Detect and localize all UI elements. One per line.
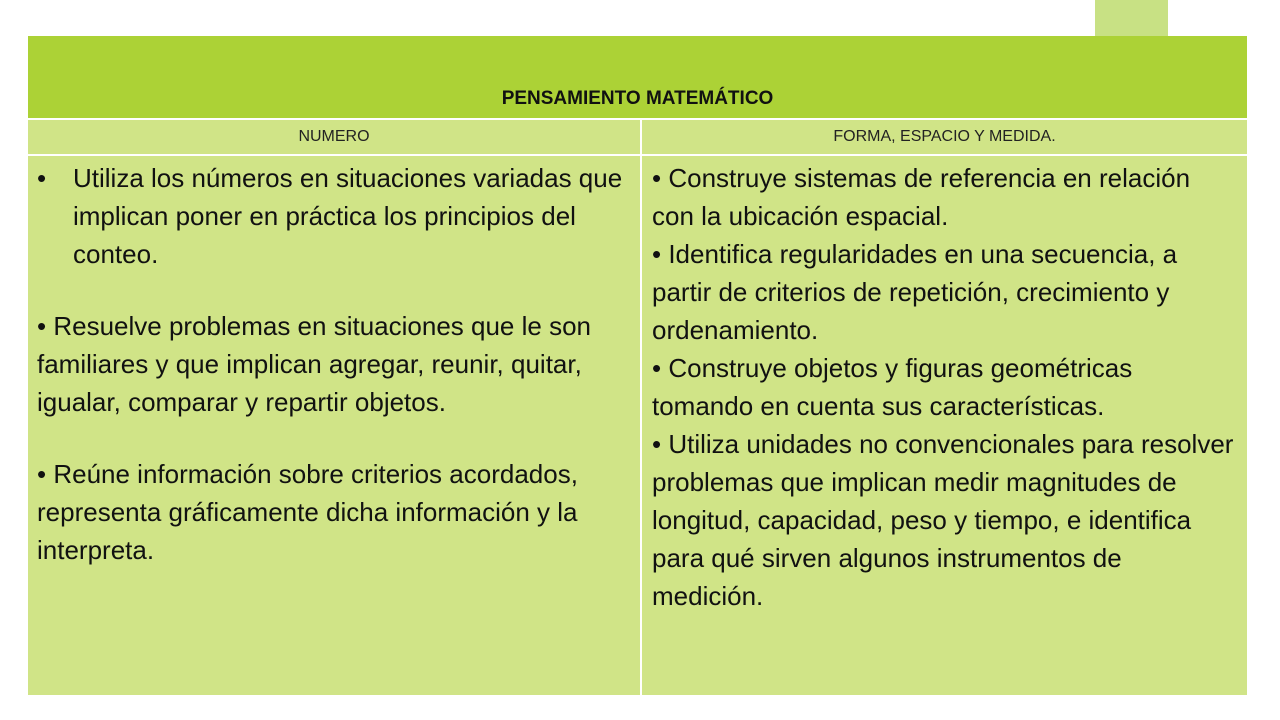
competencies-table <box>28 36 1247 695</box>
table-title: PENSAMIENTO MATEMÁTICO <box>28 36 1247 119</box>
forma-espacio-medida-column <box>641 155 1247 695</box>
table <box>28 36 1247 695</box>
list-item: • Construye objetos y figuras geométricas tomando en cuenta sus características. <box>652 353 1133 421</box>
column-header-numero: NUMERO <box>28 119 641 155</box>
list-item: • Reúne información sobre criterios acordados, representa gráficamente dicha información y la interpreta. <box>37 459 578 565</box>
list-item: • Resuelve problemas en situaciones que le son familiares y que implican agregar, reunir, quitar, igualar, comparar y repartir objetos. <box>37 311 591 417</box>
numero-column <box>28 155 641 695</box>
list-item: • Construye sistemas de referencia en relación con la ubicación espacial. <box>652 163 1191 231</box>
list-item <box>37 159 628 273</box>
column-header-forma-espacio-medida: FORMA, ESPACIO Y MEDIDA. <box>641 119 1247 155</box>
header-row <box>28 119 1247 155</box>
title-row <box>28 36 1247 119</box>
content-row <box>28 155 1247 695</box>
list-item-text: Utiliza los números en situaciones variadas que implican poner en práctica los principios del conteo. <box>73 163 623 269</box>
bullet-icon: • <box>37 163 47 193</box>
list-item: • Utiliza unidades no convencionales para resolver problemas que implican medir magnitudes de longitud, capacidad, peso y tiempo, e identifica para qué sirven algunos instrumentos de medición. <box>652 429 1234 611</box>
corner-tab-decoration <box>1095 0 1168 36</box>
list-item: • Identifica regularidades en una secuencia, a partir de criterios de repetición, crecimiento y ordenamiento. <box>652 239 1178 345</box>
